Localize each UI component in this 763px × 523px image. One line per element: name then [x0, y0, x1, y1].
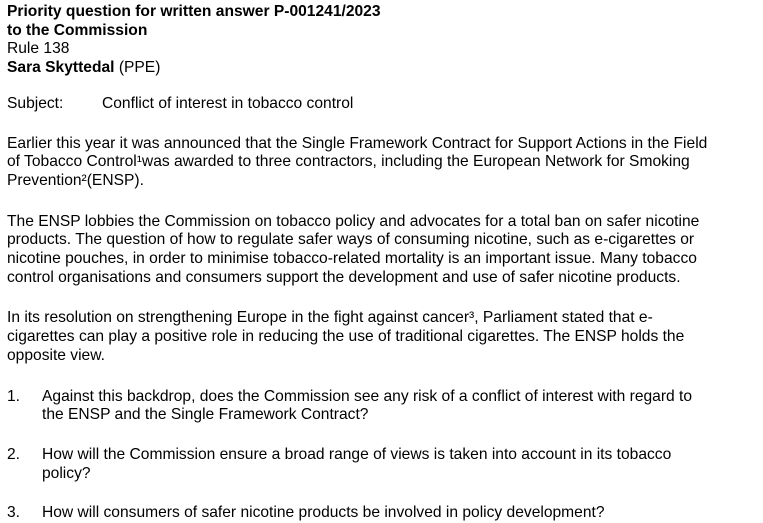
question-line: policy?: [42, 464, 91, 482]
question-number: 1.: [7, 387, 21, 405]
author: [7, 59, 763, 78]
question-2: [7, 446, 763, 483]
paragraph-3: [7, 309, 763, 365]
paragraph-2: [7, 213, 763, 288]
question-number: 3.: [7, 504, 21, 522]
question-line: the ENSP and the Single Framework Contract?: [42, 406, 369, 424]
paragraph-line: In its resolution on strengthening Europe in the fight against cancer³, Parliament stated that e-: [7, 309, 653, 327]
author-name: Sara Skyttedal: [7, 59, 115, 77]
question-line: How will consumers of safer nicotine products be involved in policy development?: [42, 504, 605, 522]
paragraph-line: Prevention²(ENSP).: [7, 171, 144, 189]
question-line: How will the Commission ensure a broad range of views is taken into account in its tobacco: [42, 445, 672, 463]
paragraph-line: of Tobacco Control¹was awarded to three contractors, including the European Network for Smoking: [7, 153, 690, 171]
paragraph-line: The ENSP lobbies the Commission on tobacco policy and advocates for a total ban on safer nicotine: [7, 212, 700, 230]
paragraph-line: control organisations and consumers support the development and use of safer nicotine products.: [7, 268, 681, 286]
paragraph-1: [7, 135, 763, 191]
question-line: Against this backdrop, does the Commission see any risk of a conflict of interest with regard to: [42, 387, 693, 405]
question-1: [7, 388, 763, 425]
question-3: [7, 504, 763, 523]
rule: Rule 138: [7, 40, 70, 58]
subject-label: Subject:: [7, 94, 64, 112]
paragraph-line: Earlier this year it was announced that the Single Framework Contract for Support Actions in the Field: [7, 134, 708, 152]
paragraph-line: cigarettes can play a positive role in reducing the use of traditional cigarettes. The ENSP holds the: [7, 328, 685, 346]
subject: [7, 95, 763, 114]
paragraph-line: nicotine pouches, in order to minimise tobacco-related mortality is an important issue. Many tobacco: [7, 250, 697, 268]
question-number: 2.: [7, 445, 21, 463]
document-header: [7, 3, 763, 78]
paragraph-line: products. The question of how to regulate safer ways of consuming nicotine, such as e-cigarettes or: [7, 231, 695, 249]
title-line-2: to the Commission: [7, 21, 148, 39]
document: [7, 3, 763, 523]
paragraph-line: opposite view.: [7, 346, 105, 364]
author-group: (PPE): [114, 59, 161, 77]
title-line-1: Priority question for written answer P-001241/2023: [7, 3, 381, 20]
subject-text: Conflict of interest in tobacco control: [102, 94, 354, 112]
